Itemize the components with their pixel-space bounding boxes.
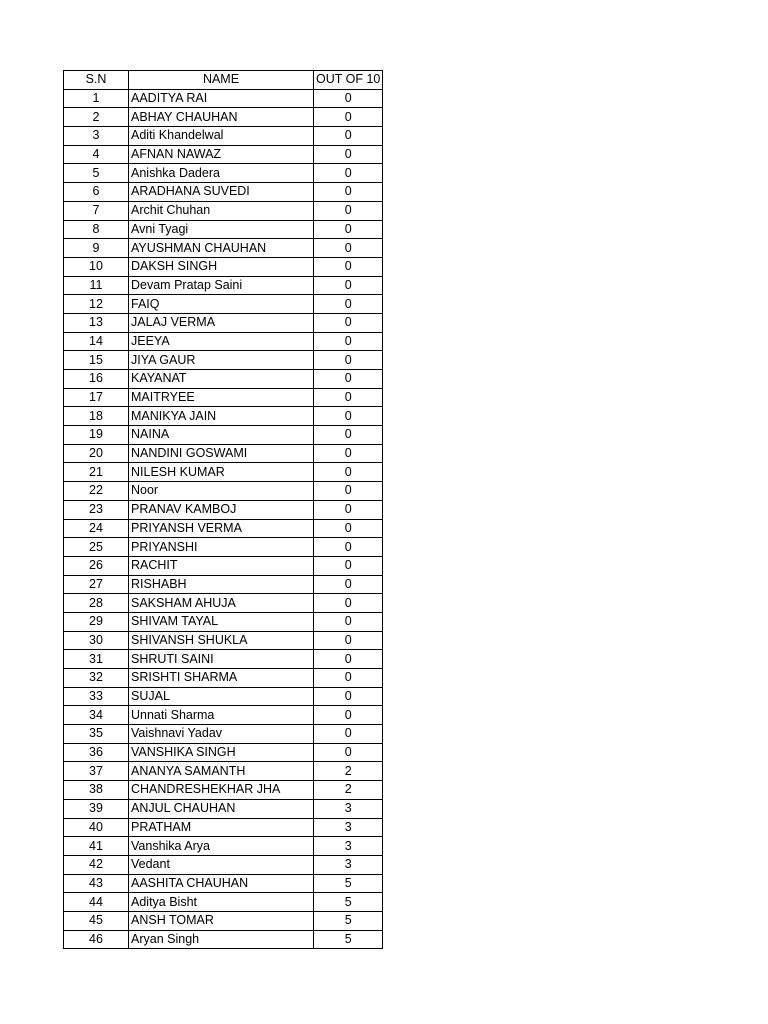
score-cell: 0 [314,239,383,258]
table-row [64,650,383,669]
score-cell: 0 [314,650,383,669]
serial-number-cell: 33 [64,687,129,706]
score-cell: 0 [314,631,383,650]
serial-number-cell: 26 [64,556,129,575]
serial-number-cell: 25 [64,538,129,557]
score-cell: 0 [314,725,383,744]
student-name-cell: ANJUL CHAUHAN [129,799,314,818]
serial-number-cell: 2 [64,108,129,127]
serial-number-cell: 7 [64,201,129,220]
serial-number-cell: 22 [64,482,129,501]
student-name-cell: Devam Pratap Saini [129,276,314,295]
table-row [64,164,383,183]
header-row [64,71,383,90]
serial-number-cell: 21 [64,463,129,482]
student-name-cell: NAINA [129,426,314,445]
student-name-cell: KAYANAT [129,370,314,389]
student-name-cell: Noor [129,482,314,501]
student-name-cell: VANSHIKA SINGH [129,743,314,762]
serial-number-cell: 36 [64,743,129,762]
student-name-cell: Aditi Khandelwal [129,127,314,146]
student-name-cell: ARADHANA SUVEDI [129,183,314,202]
student-name-cell: Avni Tyagi [129,220,314,239]
table-row [64,351,383,370]
score-cell: 0 [314,257,383,276]
table-row [64,145,383,164]
student-name-cell: SHIVANSH SHUKLA [129,631,314,650]
serial-number-cell: 35 [64,725,129,744]
table-row [64,332,383,351]
score-cell: 0 [314,332,383,351]
score-cell: 0 [314,407,383,426]
score-cell: 0 [314,500,383,519]
student-name-cell: ANSH TOMAR [129,911,314,930]
table-row [64,108,383,127]
serial-number-cell: 19 [64,426,129,445]
score-cell: 3 [314,818,383,837]
serial-number-cell: 5 [64,164,129,183]
student-name-cell: ABHAY CHAUHAN [129,108,314,127]
serial-number-cell: 20 [64,444,129,463]
score-cell: 0 [314,370,383,389]
student-name-cell: DAKSH SINGH [129,257,314,276]
serial-number-cell: 45 [64,911,129,930]
student-name-cell: MANIKYA JAIN [129,407,314,426]
serial-number-cell: 39 [64,799,129,818]
score-cell: 3 [314,799,383,818]
score-cell: 0 [314,183,383,202]
table-row [64,575,383,594]
table-row [64,837,383,856]
score-cell: 0 [314,669,383,688]
score-cell: 0 [314,276,383,295]
column-header-score: OUT OF 10 [314,71,383,90]
table-row [64,911,383,930]
student-name-cell: MAITRYEE [129,388,314,407]
score-cell: 0 [314,519,383,538]
serial-number-cell: 13 [64,313,129,332]
score-cell: 0 [314,556,383,575]
score-cell: 0 [314,351,383,370]
scores-table [63,70,383,949]
serial-number-cell: 29 [64,612,129,631]
table-row [64,687,383,706]
table-row [64,388,383,407]
score-cell: 2 [314,762,383,781]
table-row [64,893,383,912]
score-cell: 0 [314,594,383,613]
table-row [64,556,383,575]
table-row [64,239,383,258]
student-name-cell: Vaishnavi Yadav [129,725,314,744]
serial-number-cell: 31 [64,650,129,669]
score-cell: 5 [314,893,383,912]
table-header [64,71,383,90]
student-name-cell: Aditya Bisht [129,893,314,912]
serial-number-cell: 42 [64,855,129,874]
serial-number-cell: 18 [64,407,129,426]
serial-number-cell: 12 [64,295,129,314]
table-body [64,89,383,949]
student-name-cell: SHIVAM TAYAL [129,612,314,631]
table-row [64,89,383,108]
table-row [64,631,383,650]
serial-number-cell: 10 [64,257,129,276]
student-name-cell: SAKSHAM AHUJA [129,594,314,613]
serial-number-cell: 28 [64,594,129,613]
table-row [64,594,383,613]
table-row [64,183,383,202]
score-cell: 0 [314,612,383,631]
student-name-cell: Unnati Sharma [129,706,314,725]
serial-number-cell: 6 [64,183,129,202]
serial-number-cell: 17 [64,388,129,407]
table-row [64,612,383,631]
student-name-cell: PRIYANSHI [129,538,314,557]
table-row [64,220,383,239]
table-row [64,538,383,557]
serial-number-cell: 23 [64,500,129,519]
student-name-cell: AYUSHMAN CHAUHAN [129,239,314,258]
serial-number-cell: 41 [64,837,129,856]
column-header-name: NAME [129,71,314,90]
student-name-cell: PRIYANSH VERMA [129,519,314,538]
score-cell: 3 [314,855,383,874]
student-name-cell: FAIQ [129,295,314,314]
score-cell: 0 [314,575,383,594]
student-name-cell: PRANAV KAMBOJ [129,500,314,519]
score-cell: 0 [314,482,383,501]
student-name-cell: Vanshika Arya [129,837,314,856]
table-row [64,762,383,781]
table-row [64,127,383,146]
serial-number-cell: 34 [64,706,129,725]
table-row [64,781,383,800]
student-name-cell: Vedant [129,855,314,874]
student-name-cell: NILESH KUMAR [129,463,314,482]
score-cell: 0 [314,463,383,482]
score-cell: 0 [314,164,383,183]
score-cell: 0 [314,89,383,108]
serial-number-cell: 24 [64,519,129,538]
table-row [64,482,383,501]
table-row [64,313,383,332]
serial-number-cell: 32 [64,669,129,688]
score-cell: 0 [314,388,383,407]
table-row [64,444,383,463]
student-name-cell: SUJAL [129,687,314,706]
table-row [64,463,383,482]
table-row [64,874,383,893]
table-row [64,855,383,874]
serial-number-cell: 14 [64,332,129,351]
student-name-cell: RACHIT [129,556,314,575]
student-name-cell: AADITYA RAI [129,89,314,108]
serial-number-cell: 30 [64,631,129,650]
score-cell: 0 [314,687,383,706]
student-name-cell: SHRUTI SAINI [129,650,314,669]
table-row [64,930,383,949]
student-name-cell: JIYA GAUR [129,351,314,370]
score-cell: 0 [314,743,383,762]
column-header-sn: S.N [64,71,129,90]
student-name-cell: JEEYA [129,332,314,351]
table-row [64,276,383,295]
serial-number-cell: 4 [64,145,129,164]
table-row [64,706,383,725]
table-row [64,799,383,818]
table-row [64,426,383,445]
table-row [64,669,383,688]
student-name-cell: CHANDRESHEKHAR JHA [129,781,314,800]
table-row [64,201,383,220]
score-cell: 5 [314,930,383,949]
score-cell: 0 [314,127,383,146]
serial-number-cell: 44 [64,893,129,912]
score-cell: 0 [314,426,383,445]
table-row [64,370,383,389]
student-name-cell: Archit Chuhan [129,201,314,220]
student-name-cell: Anishka Dadera [129,164,314,183]
table-row [64,257,383,276]
table-row [64,725,383,744]
student-name-cell: AFNAN NAWAZ [129,145,314,164]
student-name-cell: SRISHTI SHARMA [129,669,314,688]
table-row [64,743,383,762]
serial-number-cell: 38 [64,781,129,800]
serial-number-cell: 40 [64,818,129,837]
student-name-cell: RISHABH [129,575,314,594]
serial-number-cell: 27 [64,575,129,594]
serial-number-cell: 46 [64,930,129,949]
student-name-cell: JALAJ VERMA [129,313,314,332]
student-name-cell: PRATHAM [129,818,314,837]
table-row [64,818,383,837]
score-cell: 0 [314,145,383,164]
score-cell: 0 [314,313,383,332]
score-cell: 5 [314,874,383,893]
serial-number-cell: 11 [64,276,129,295]
serial-number-cell: 16 [64,370,129,389]
serial-number-cell: 9 [64,239,129,258]
serial-number-cell: 43 [64,874,129,893]
student-name-cell: Aryan Singh [129,930,314,949]
student-name-cell: ANANYA SAMANTH [129,762,314,781]
score-cell: 0 [314,295,383,314]
serial-number-cell: 37 [64,762,129,781]
score-cell: 0 [314,201,383,220]
table-row [64,500,383,519]
serial-number-cell: 3 [64,127,129,146]
table-row [64,519,383,538]
score-cell: 0 [314,220,383,239]
student-name-cell: NANDINI GOSWAMI [129,444,314,463]
score-cell: 0 [314,706,383,725]
score-cell: 0 [314,108,383,127]
table-row [64,295,383,314]
serial-number-cell: 15 [64,351,129,370]
student-name-cell: AASHITA CHAUHAN [129,874,314,893]
score-cell: 3 [314,837,383,856]
score-cell: 2 [314,781,383,800]
serial-number-cell: 8 [64,220,129,239]
score-cell: 0 [314,538,383,557]
serial-number-cell: 1 [64,89,129,108]
score-cell: 5 [314,911,383,930]
score-cell: 0 [314,444,383,463]
table-row [64,407,383,426]
